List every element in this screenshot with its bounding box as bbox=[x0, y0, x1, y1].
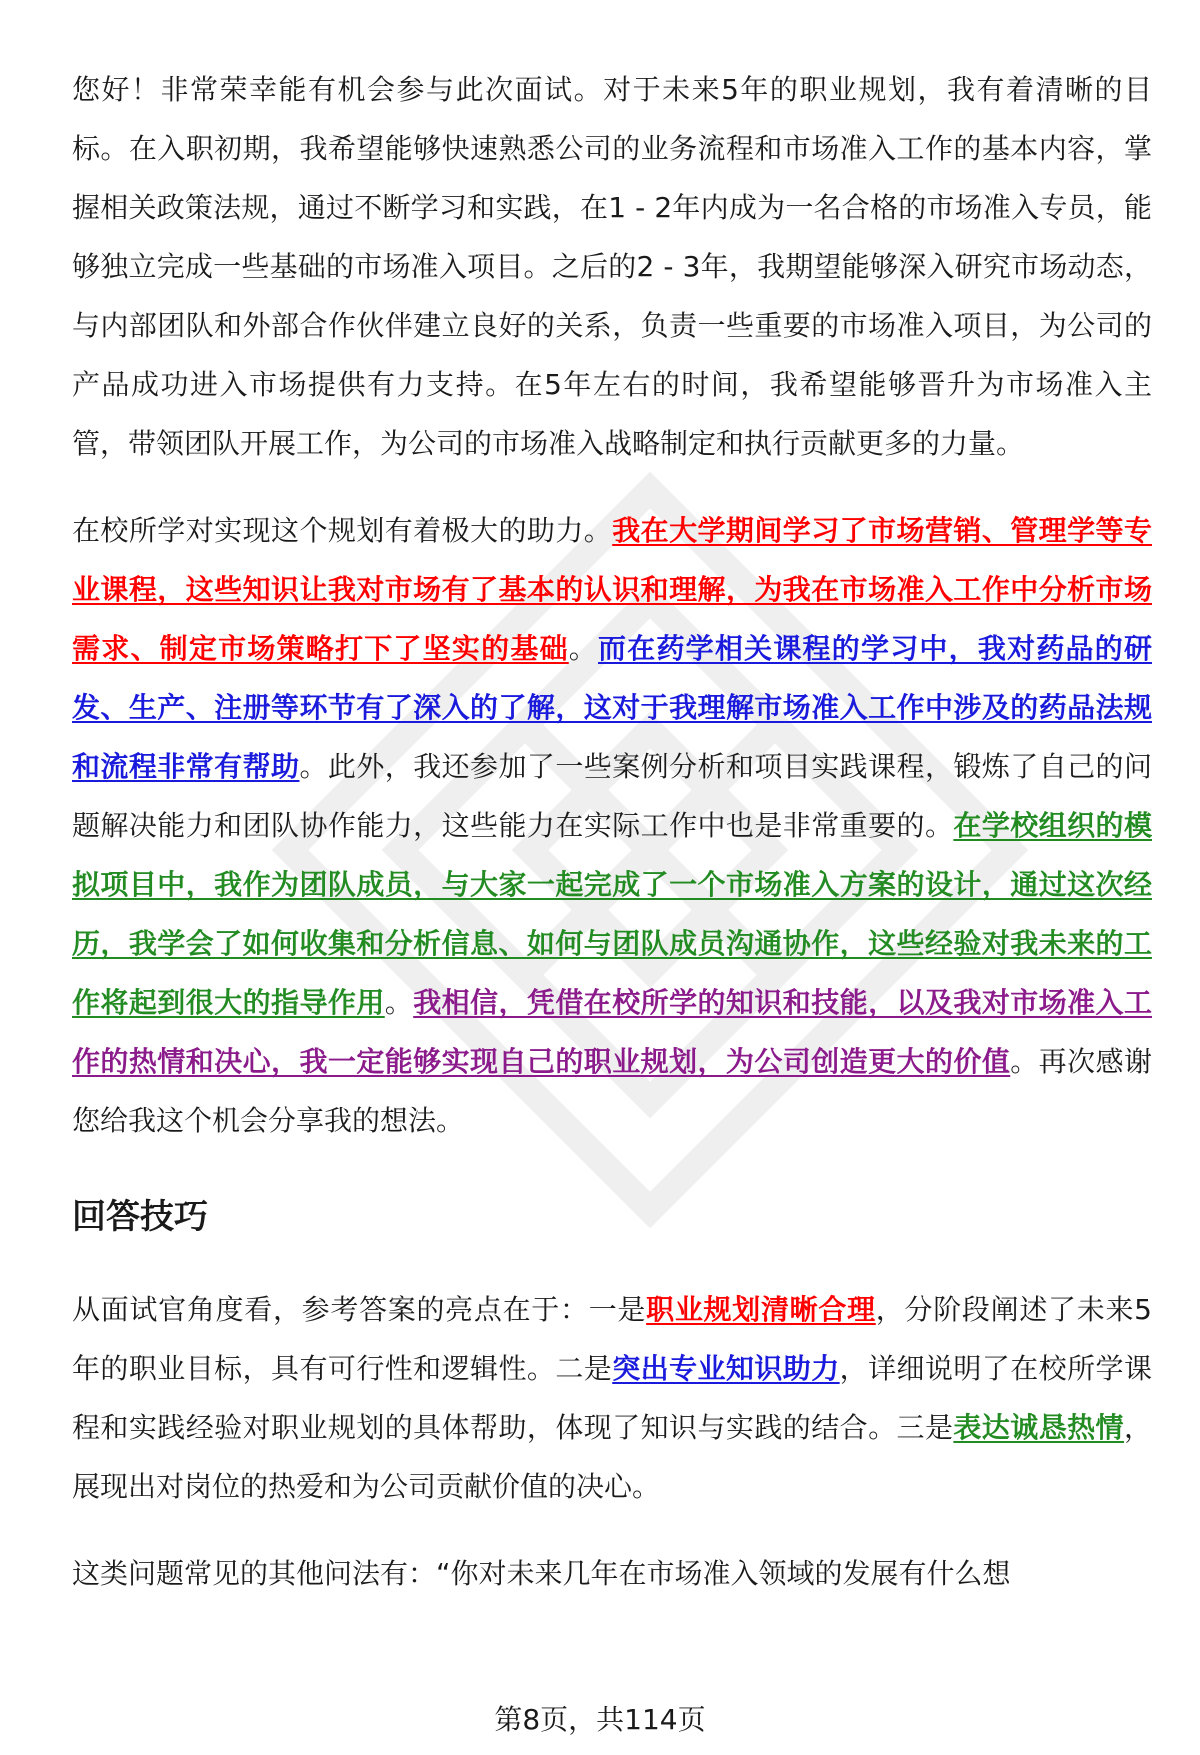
text-segment: 。再次感谢您给我这个机会分享我的想法。 bbox=[72, 1045, 1152, 1137]
paragraph-other-questions: 这类问题常见的其他问法有：“你对未来几年在市场准入领域的发展有什么想 bbox=[72, 1557, 1011, 1590]
highlight-blue: 突出专业知识助力 bbox=[612, 1352, 840, 1385]
page-number: 第8页，共114页 bbox=[494, 1703, 706, 1736]
highlight-red: 我在大学期间学习了市场营销、管理学等专业课程，这些知识让我对市场有了基本的认识和理解，为我在市场准入工作中分析市场需求、制定市场策略打下了坚实的基础 bbox=[72, 514, 1152, 665]
highlight-blue: 而在药学相关课程的学习中，我对药品的研发、生产、注册等环节有了深入的了解，这对于我理解市场准入工作中涉及的药品法规和流程非常有帮助 bbox=[72, 632, 1152, 783]
text-segment: 从面试官角度看，参考答案的亮点在于：一是 bbox=[72, 1293, 647, 1326]
text-segment: 。 bbox=[384, 986, 414, 1019]
highlight-purple: 我相信，凭借在校所学的知识和技能，以及我对市场准入工作的热情和决心，我一定能够实现自己的职业规划，为公司创造更大的价值 bbox=[72, 986, 1152, 1078]
highlight-red: 职业规划清晰合理 bbox=[646, 1293, 876, 1326]
document-page bbox=[72, 60, 1152, 1603]
text-segment: 在校所学对实现这个规划有着极大的助力。 bbox=[72, 514, 613, 547]
paragraph-career-plan: 您好！非常荣幸能有机会参与此次面试。对于未来5年的职业规划，我有着清晰的目标。在入职初期，我希望能够快速熟悉公司的业务流程和市场准入工作的基本内容，掌握相关政策法规，通过不断学习和实践，在1 - 2年内成为一名合格的市场准入专员，能够独立完成一些基础的市场准入项目。之后的2 - 3年，我期望能够深入研究市场动态，与内部团队和外部合作伙伴建立良好的关系，负责一些重要的市场准入项目，为公司的产品成功进入市场提供有力支持。在5年左右的时间，我希望能够晋升为市场准入主管，带领团队开展工作，为公司的市场准入战略制定和执行贡献更多的力量。 bbox=[72, 73, 1152, 460]
text-segment: 。此外，我还参加了一些案例分析和项目实践课程，锻炼了自己的问题解决能力和团队协作能力，这些能力在实际工作中也是非常重要的。 bbox=[72, 750, 1152, 842]
paragraph-answer-tips bbox=[72, 1280, 1152, 1516]
text-segment: ，分阶段阐述了未来5年的职业目标，具有可行性和逻辑性。二是 bbox=[72, 1293, 1152, 1385]
text-segment: 。 bbox=[568, 632, 598, 665]
text-segment: ，展现出对岗位的热爱和为公司贡献价值的决心。 bbox=[72, 1411, 1152, 1503]
section-heading: 回答技巧 bbox=[72, 1197, 208, 1237]
highlight-green: 表达诚恳热情 bbox=[953, 1411, 1124, 1444]
highlight-green: 在学校组织的模拟项目中，我作为团队成员，与大家一起完成了一个市场准入方案的设计，通过这次经历，我学会了如何收集和分析信息、如何与团队成员沟通协作，这些经验对我未来的工作将起到很大的指导作用 bbox=[72, 809, 1152, 1019]
paragraph-school-learning bbox=[72, 501, 1152, 1150]
text-segment: ，详细说明了在校所学课程和实践经验对职业规划的具体帮助，体现了知识与实践的结合。三是 bbox=[72, 1352, 1152, 1444]
